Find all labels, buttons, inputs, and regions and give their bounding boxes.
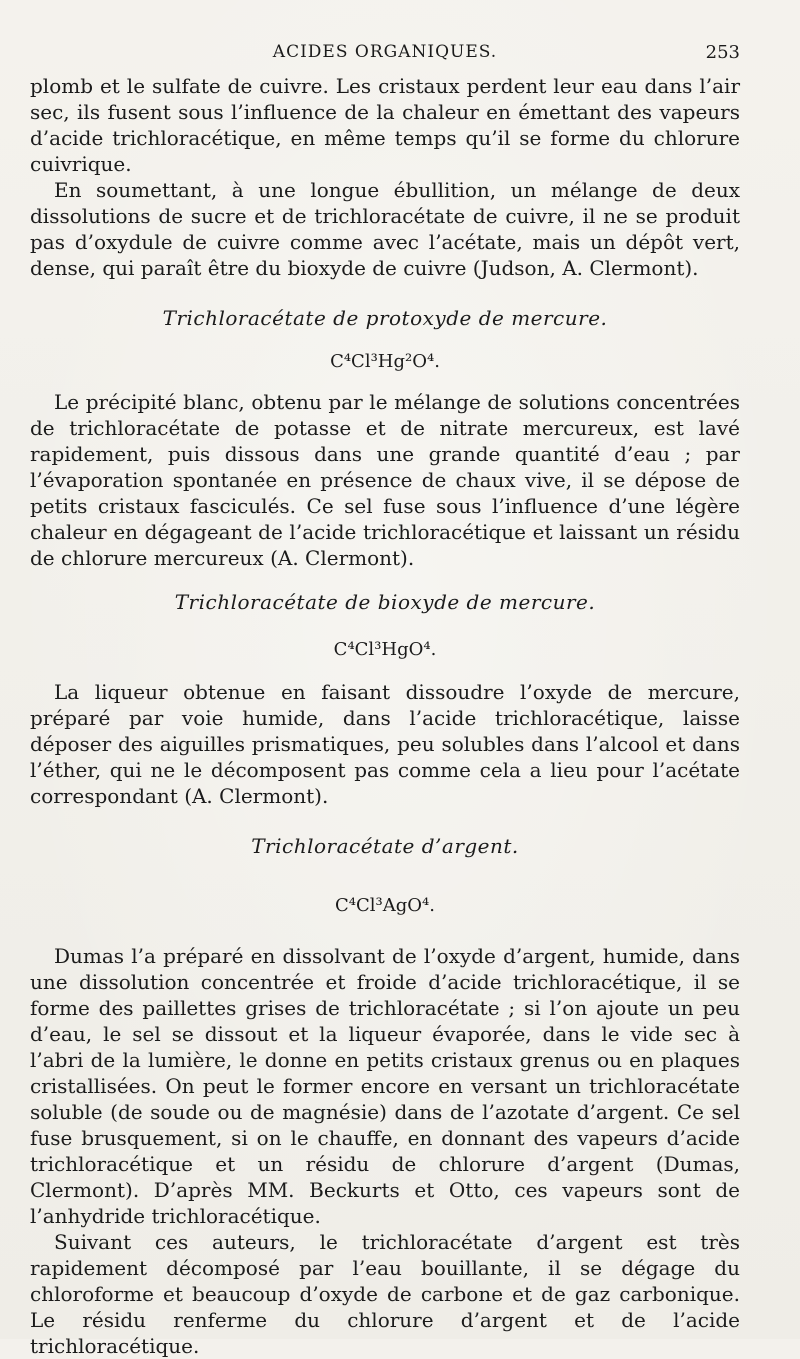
paragraph-copper-sugar: En soumettant, à une longue ébullition, un mélange de deux dissolutions de sucre et de trichloracétate de cuivre, il ne se produit pas d’oxydule de cuivre comme avec l’acétate, mais un dépôt vert, dense, qui paraît être du bioxyde de cuivre (Judson, A. Clermont). bbox=[30, 178, 740, 280]
formula-argent: C⁴Cl³AgO⁴. bbox=[335, 895, 435, 916]
formula-protoxyde-mercure: C⁴Cl³Hg²O⁴. bbox=[330, 351, 440, 372]
page-number: 253 bbox=[705, 42, 740, 63]
running-title: ACIDES ORGANIQUES. bbox=[272, 42, 498, 62]
running-head bbox=[30, 42, 740, 66]
paragraph-protoxyde-mercure: Le précipité blanc, obtenu par le mélange de solutions concentrées de trichloracétate de potasse et de nitrate mercureux, est lavé rapidement, puis dissous dans une grande quantité d’eau ; par l’évaporation spontanée en présence de chaux vive, il se dépose de petits cristaux fasciculés. Ce sel fuse sous l’influence d’une légère chaleur en dégageant de l’acide trichloracétique et laissant un résidu de chlorure mercureux (A. Clermont). bbox=[30, 390, 740, 570]
heading-protoxyde-mercure: Trichloracétate de protoxyde de mercure. bbox=[162, 306, 608, 330]
paragraph-argent-preparation: Dumas l’a préparé en dissolvant de l’oxyde d’argent, humide, dans une dissolution concentrée et froide d’acide trichloracétique, il se forme des paillettes grises de trichloracétate ; si l’on ajoute un peu d’eau, le sel se dissout et la liqueur évaporée, dans le vide sec à l’abri de la lumière, le donne en petits cristaux grenus ou en plaques cristallisées. On peut le former encore en versant un trichloracétate soluble (de soude ou de magnésie) dans de l’azotate d’argent. Ce sel fuse brusquement, si on le chauffe, en donnant des vapeurs d’acide trichloracétique et un résidu de chlorure d’argent (Dumas, Clermont). D’après MM. Beckurts et Otto, ces vapeurs sont de l’anhydride trichloracétique. bbox=[30, 944, 740, 1228]
page-content bbox=[30, 73, 740, 1359]
heading-argent: Trichloracétate d’argent. bbox=[251, 834, 519, 858]
paragraph-bioxyde-mercure: La liqueur obtenue en faisant dissoudre l’oxyde de mercure, préparé par voie humide, dans l’acide trichloracétique, laisse déposer des aiguilles prismatiques, peu solubles dans l’alcool et dans l’éther, qui ne le décomposent pas comme cela a lieu pour l’acétate correspondant (A. Clermont). bbox=[30, 680, 740, 808]
heading-bioxyde-mercure: Trichloracétate de bioxyde de mercure. bbox=[174, 590, 596, 614]
paragraph-argent-decomposition: Suivant ces auteurs, le trichloracétate d’argent est très rapidement décomposé par l’eau bouillante, il se dégage du chloroforme et beaucoup d’oxyde de carbone et de gaz carbonique. Le résidu renferme du chlorure d’argent et de l’acide trichloracétique. bbox=[30, 1230, 740, 1358]
paragraph-continuation: plomb et le sulfate de cuivre. Les cristaux perdent leur eau dans l’air sec, ils fusent sous l’influence de la chaleur en émettant des vapeurs d’acide trichloracétique, en même temps qu’il se forme du chlorure cuivrique. bbox=[30, 74, 740, 176]
formula-bioxyde-mercure: C⁴Cl³HgO⁴. bbox=[333, 639, 437, 660]
